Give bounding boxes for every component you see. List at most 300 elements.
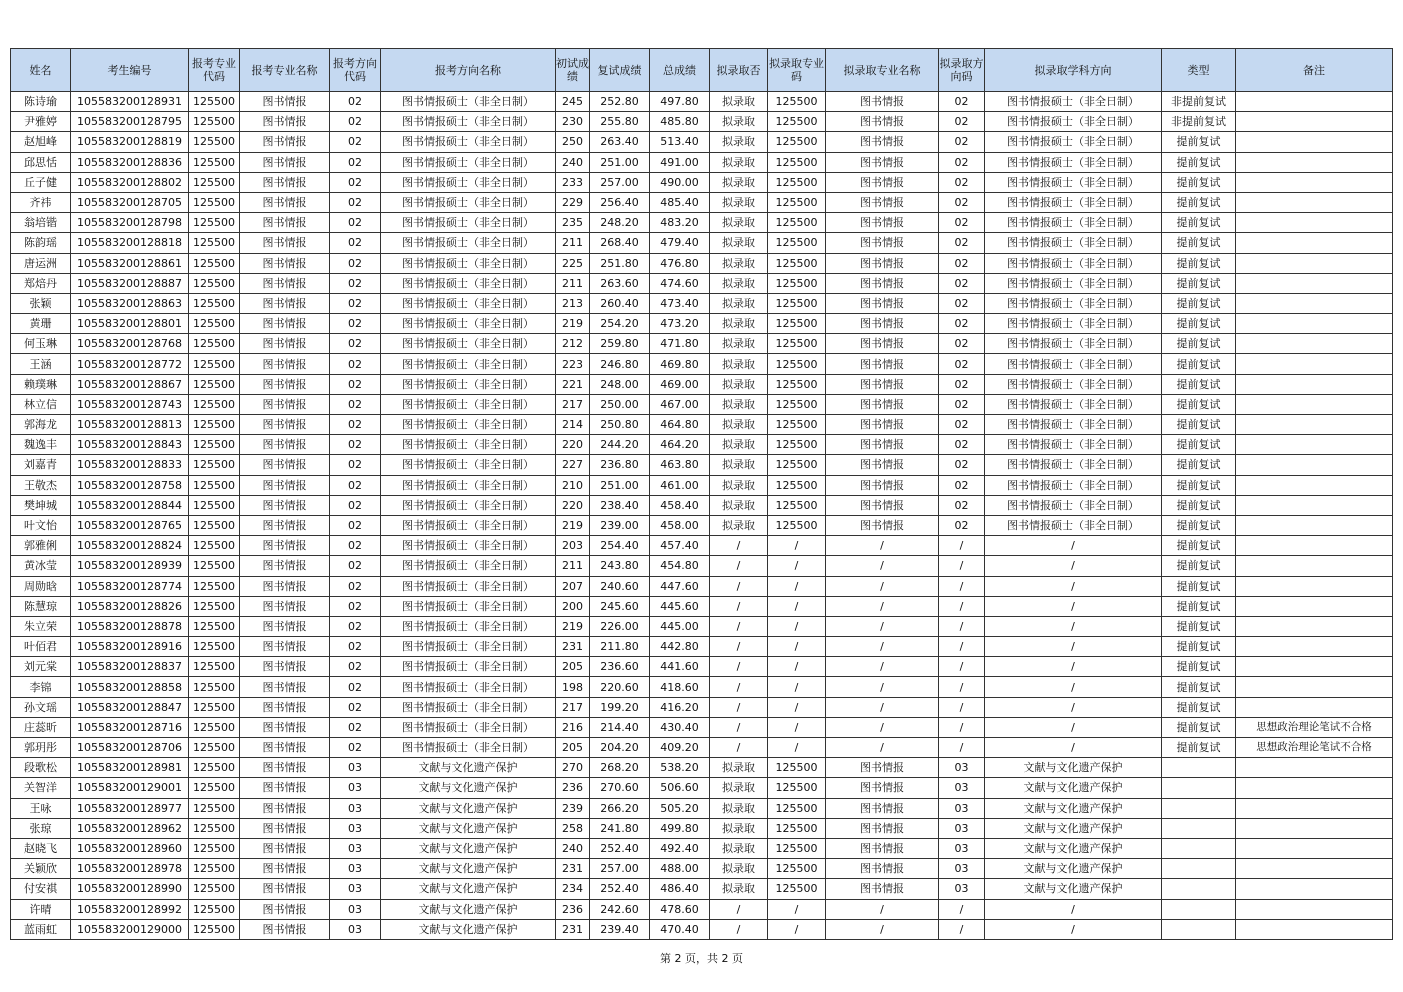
table-cell: 105583200128861 [71, 253, 189, 273]
table-cell: 250.00 [590, 394, 650, 414]
table-cell: 图书情报 [826, 92, 939, 112]
table-cell: 469.80 [650, 354, 710, 374]
table-cell: 233 [556, 172, 590, 192]
table-cell: 125500 [189, 92, 240, 112]
table-cell: / [768, 899, 826, 919]
table-cell: 图书情报 [826, 233, 939, 253]
table-cell: 02 [330, 495, 381, 515]
table-row [11, 637, 1393, 657]
table-cell: 02 [330, 192, 381, 212]
table-cell: 02 [330, 415, 381, 435]
table-cell: 125500 [189, 314, 240, 334]
table-cell: 125500 [768, 778, 826, 798]
table-cell: 03 [330, 758, 381, 778]
table-cell: 105583200128824 [71, 536, 189, 556]
table-cell: 02 [330, 253, 381, 273]
table-cell: 241.80 [590, 818, 650, 838]
table-cell: 125500 [768, 273, 826, 293]
table-cell: 246.80 [590, 354, 650, 374]
table-cell: 图书情报 [240, 273, 330, 293]
table-cell: 图书情报 [240, 213, 330, 233]
table-cell: 200 [556, 596, 590, 616]
table-cell: 125500 [189, 475, 240, 495]
table-cell: 提前复试 [1162, 273, 1236, 293]
table-cell: 图书情报 [240, 859, 330, 879]
table-cell: / [768, 677, 826, 697]
table-cell [1236, 374, 1393, 394]
table-cell: 235 [556, 213, 590, 233]
table-cell: / [939, 556, 985, 576]
table-cell: 230 [556, 112, 590, 132]
table-cell: 图书情报 [826, 778, 939, 798]
table-cell: 图书情报 [826, 273, 939, 293]
table-cell: 125500 [768, 455, 826, 475]
table-cell [1236, 334, 1393, 354]
table-cell: 244.20 [590, 435, 650, 455]
table-cell: 图书情报 [240, 374, 330, 394]
table-cell: 提前复试 [1162, 637, 1236, 657]
table-row [11, 879, 1393, 899]
table-cell: 图书情报 [240, 394, 330, 414]
table-cell: / [939, 919, 985, 939]
table-cell: 125500 [768, 495, 826, 515]
table-cell: 拟录取 [710, 415, 768, 435]
table-cell: 图书情报 [826, 172, 939, 192]
table-cell: 263.40 [590, 132, 650, 152]
table-cell: / [768, 596, 826, 616]
table-cell: / [768, 576, 826, 596]
table-cell: 拟录取 [710, 92, 768, 112]
table-cell: 203 [556, 536, 590, 556]
table-cell: 图书情报硕士（非全日制） [381, 515, 556, 535]
table-cell: 03 [939, 758, 985, 778]
table-cell: 236.80 [590, 455, 650, 475]
table-cell: 02 [939, 495, 985, 515]
table-cell: 125500 [768, 253, 826, 273]
table-cell: 林立信 [11, 394, 71, 414]
table-cell: 提前复试 [1162, 334, 1236, 354]
table-cell: 图书情报硕士（非全日制） [985, 334, 1162, 354]
table-row [11, 758, 1393, 778]
table-cell: 图书情报 [826, 192, 939, 212]
table-cell: 郭雅俐 [11, 536, 71, 556]
table-cell: 文献与文化遗产保护 [985, 838, 1162, 858]
table-cell: / [939, 536, 985, 556]
table-cell: 图书情报 [240, 677, 330, 697]
table-cell [1236, 778, 1393, 798]
table-cell: 图书情报硕士（非全日制） [985, 253, 1162, 273]
table-cell: 02 [330, 314, 381, 334]
table-cell: 105583200128960 [71, 838, 189, 858]
table-cell [1236, 394, 1393, 414]
table-cell: 251.00 [590, 475, 650, 495]
table-cell: 105583200128981 [71, 758, 189, 778]
table-cell: 256.40 [590, 192, 650, 212]
table-cell: 02 [330, 596, 381, 616]
table-cell [1236, 798, 1393, 818]
table-cell: 125500 [189, 354, 240, 374]
table-cell: 105583200128716 [71, 717, 189, 737]
table-cell: 251.80 [590, 253, 650, 273]
table-cell: 陈韵瑶 [11, 233, 71, 253]
table-cell: 图书情报硕士（非全日制） [381, 576, 556, 596]
table-cell: 210 [556, 475, 590, 495]
table-cell: 243.80 [590, 556, 650, 576]
table-cell: 125500 [189, 596, 240, 616]
table-cell: 03 [939, 879, 985, 899]
table-cell: / [826, 637, 939, 657]
table-cell: 图书情报 [240, 738, 330, 758]
table-row [11, 899, 1393, 919]
table-cell: / [768, 697, 826, 717]
table-cell: 图书情报 [240, 717, 330, 737]
table-row [11, 314, 1393, 334]
table-cell: 尹雅婷 [11, 112, 71, 132]
table-cell: 231 [556, 637, 590, 657]
table-cell: 文献与文化遗产保护 [381, 758, 556, 778]
table-cell: 125500 [189, 879, 240, 899]
table-cell: 211 [556, 556, 590, 576]
table-cell: 105583200128772 [71, 354, 189, 374]
table-cell: 图书情报 [826, 132, 939, 152]
table-cell: 125500 [189, 192, 240, 212]
table-cell: 105583200128705 [71, 192, 189, 212]
table-cell: 105583200128837 [71, 657, 189, 677]
column-header: 总成绩 [650, 49, 710, 92]
table-cell: / [768, 536, 826, 556]
table-cell: 219 [556, 616, 590, 636]
table-cell: 254.40 [590, 536, 650, 556]
table-cell: 拟录取 [710, 859, 768, 879]
table-row [11, 455, 1393, 475]
table-cell: 125500 [189, 374, 240, 394]
table-cell: 文献与文化遗产保护 [985, 798, 1162, 818]
table-cell: 240.60 [590, 576, 650, 596]
table-cell: 105583200128844 [71, 495, 189, 515]
column-header: 初试成绩 [556, 49, 590, 92]
table-cell: 文献与文化遗产保护 [381, 798, 556, 818]
table-cell: 文献与文化遗产保护 [985, 758, 1162, 778]
table-cell: 430.40 [650, 717, 710, 737]
table-cell: 125500 [768, 213, 826, 233]
table-row [11, 738, 1393, 758]
table-cell: 125500 [768, 415, 826, 435]
table-cell: 248.00 [590, 374, 650, 394]
table-cell: 248.20 [590, 213, 650, 233]
table-cell [1162, 899, 1236, 919]
table-cell: 125500 [768, 293, 826, 313]
table-cell: 拟录取 [710, 374, 768, 394]
table-cell: 458.40 [650, 495, 710, 515]
table-cell: 02 [330, 374, 381, 394]
table-cell: 图书情报硕士（非全日制） [985, 314, 1162, 334]
table-cell: 图书情报硕士（非全日制） [381, 495, 556, 515]
table-cell: 王涵 [11, 354, 71, 374]
table-cell: 02 [939, 314, 985, 334]
table-cell: 125500 [768, 435, 826, 455]
table-cell: 02 [939, 273, 985, 293]
table-cell: 图书情报 [826, 475, 939, 495]
table-cell: 02 [939, 233, 985, 253]
table-cell: 03 [939, 818, 985, 838]
table-cell: 图书情报 [240, 616, 330, 636]
table-cell: 提前复试 [1162, 354, 1236, 374]
table-cell: 王敬杰 [11, 475, 71, 495]
table-cell: 02 [939, 475, 985, 495]
table-cell: 125500 [189, 677, 240, 697]
column-header: 拟录取否 [710, 49, 768, 92]
table-cell: 提前复试 [1162, 717, 1236, 737]
table-cell: 樊坤城 [11, 495, 71, 515]
table-cell: 461.00 [650, 475, 710, 495]
table-cell: 郭海龙 [11, 415, 71, 435]
table-cell: 105583200128818 [71, 233, 189, 253]
table-cell [1162, 859, 1236, 879]
table-cell: 242.60 [590, 899, 650, 919]
table-cell: 提前复试 [1162, 677, 1236, 697]
table-cell: 拟录取 [710, 495, 768, 515]
table-cell: 文献与文化遗产保护 [381, 859, 556, 879]
table-cell: / [939, 637, 985, 657]
table-cell: 219 [556, 515, 590, 535]
table-cell: 图书情报 [240, 233, 330, 253]
table-cell [1236, 838, 1393, 858]
table-cell: 图书情报硕士（非全日制） [381, 132, 556, 152]
table-cell: 221 [556, 374, 590, 394]
table-cell: / [710, 596, 768, 616]
table-cell [1236, 637, 1393, 657]
table-cell [1162, 758, 1236, 778]
table-cell: 图书情报硕士（非全日制） [381, 334, 556, 354]
table-row [11, 495, 1393, 515]
table-cell: / [826, 536, 939, 556]
table-cell: 郑焙丹 [11, 273, 71, 293]
table-cell: 02 [330, 92, 381, 112]
table-cell: 125500 [189, 334, 240, 354]
table-cell: / [768, 919, 826, 939]
table-cell: / [710, 536, 768, 556]
table-cell: 125500 [189, 637, 240, 657]
table-cell: 图书情报硕士（非全日制） [381, 657, 556, 677]
table-cell: 图书情报硕士（非全日制） [985, 172, 1162, 192]
table-cell: 125500 [189, 778, 240, 798]
table-cell: / [826, 556, 939, 576]
table-cell: 464.80 [650, 415, 710, 435]
table-cell: 图书情报硕士（非全日制） [381, 314, 556, 334]
page-footer: 第 2 页，共 2 页 [660, 952, 743, 965]
table-cell: / [768, 738, 826, 758]
header-row [11, 49, 1393, 92]
table-cell: 125500 [189, 657, 240, 677]
table-cell: 文献与文化遗产保护 [985, 859, 1162, 879]
table-cell: 拟录取 [710, 172, 768, 192]
table-cell: 图书情报 [240, 435, 330, 455]
table-cell: 03 [330, 859, 381, 879]
table-cell: / [939, 576, 985, 596]
table-cell: 周勋晗 [11, 576, 71, 596]
table-cell: 105583200128768 [71, 334, 189, 354]
table-row [11, 192, 1393, 212]
table-cell: 图书情报 [826, 879, 939, 899]
table-cell [1236, 475, 1393, 495]
table-cell [1236, 576, 1393, 596]
table-cell: 02 [939, 192, 985, 212]
table-cell: 02 [939, 354, 985, 374]
table-cell: 257.00 [590, 859, 650, 879]
table-cell: 提前复试 [1162, 192, 1236, 212]
table-cell: 图书情报 [240, 778, 330, 798]
table-cell: / [710, 556, 768, 576]
table-cell: / [826, 919, 939, 939]
table-cell: 474.60 [650, 273, 710, 293]
table-cell: 图书情报硕士（非全日制） [985, 455, 1162, 475]
table-cell: 538.20 [650, 758, 710, 778]
table-cell: 252.40 [590, 838, 650, 858]
table-cell: 240 [556, 838, 590, 858]
table-cell: 02 [939, 213, 985, 233]
table-cell: 拟录取 [710, 152, 768, 172]
table-cell: 211 [556, 233, 590, 253]
table-cell: 125500 [189, 293, 240, 313]
table-cell: 图书情报 [240, 314, 330, 334]
table-cell: 105583200129000 [71, 919, 189, 939]
column-header: 类型 [1162, 49, 1236, 92]
table-cell: 图书情报 [826, 818, 939, 838]
table-cell [1236, 596, 1393, 616]
column-header: 备注 [1236, 49, 1393, 92]
table-cell: 229 [556, 192, 590, 212]
table-cell: 125500 [189, 213, 240, 233]
table-row [11, 293, 1393, 313]
table-cell: / [939, 717, 985, 737]
table-cell: 125500 [768, 475, 826, 495]
table-cell: 03 [330, 778, 381, 798]
table-cell: 朱立荣 [11, 616, 71, 636]
table-cell: 245.60 [590, 596, 650, 616]
table-cell: / [985, 637, 1162, 657]
table-cell: 217 [556, 394, 590, 414]
table-cell: 段歌松 [11, 758, 71, 778]
table-cell: 文献与文化遗产保护 [381, 818, 556, 838]
table-cell: 125500 [189, 919, 240, 939]
table-cell: 488.00 [650, 859, 710, 879]
table-cell: 105583200129001 [71, 778, 189, 798]
table-cell: 250.80 [590, 415, 650, 435]
table-row [11, 838, 1393, 858]
table-cell: 提前复试 [1162, 394, 1236, 414]
table-cell: 图书情报硕士（非全日制） [381, 455, 556, 475]
table-cell: 125500 [189, 838, 240, 858]
table-cell: 图书情报 [240, 576, 330, 596]
table-cell: 125500 [768, 152, 826, 172]
table-cell: 250 [556, 132, 590, 152]
table-cell: 图书情报 [826, 314, 939, 334]
table-cell: / [826, 596, 939, 616]
table-cell: 125500 [189, 152, 240, 172]
table-row [11, 92, 1393, 112]
table-cell: 258 [556, 818, 590, 838]
table-cell: 105583200128847 [71, 697, 189, 717]
table-cell: 图书情报 [240, 899, 330, 919]
table-cell: 213 [556, 293, 590, 313]
table-cell: 239.40 [590, 919, 650, 939]
table-cell: 125500 [189, 899, 240, 919]
table-cell: 02 [330, 657, 381, 677]
table-cell: 211 [556, 273, 590, 293]
table-cell: 476.80 [650, 253, 710, 273]
column-header: 拟录取专业码 [768, 49, 826, 92]
table-cell: 105583200128992 [71, 899, 189, 919]
table-cell: 张琼 [11, 818, 71, 838]
table-cell: 图书情报 [240, 879, 330, 899]
table-cell: 陈诗瑜 [11, 92, 71, 112]
table-cell: 245 [556, 92, 590, 112]
table-cell: 拟录取 [710, 132, 768, 152]
table-row [11, 657, 1393, 677]
table-cell: 拟录取 [710, 253, 768, 273]
table-cell: 图书情报硕士（非全日制） [381, 596, 556, 616]
table-body [11, 92, 1393, 940]
table-row [11, 798, 1393, 818]
table-row [11, 576, 1393, 596]
table-cell: 02 [939, 455, 985, 475]
table-cell: 02 [330, 112, 381, 132]
table-cell: 图书情报 [826, 334, 939, 354]
table-cell: 125500 [768, 132, 826, 152]
table-cell: 02 [330, 556, 381, 576]
table-cell: 259.80 [590, 334, 650, 354]
table-cell: 125500 [189, 738, 240, 758]
table-cell: 105583200128916 [71, 637, 189, 657]
table-cell: 图书情报 [240, 657, 330, 677]
table-cell [1236, 92, 1393, 112]
table-cell: 263.60 [590, 273, 650, 293]
table-cell: 图书情报硕士（非全日制） [381, 172, 556, 192]
table-cell: 图书情报硕士（非全日制） [381, 435, 556, 455]
table-row [11, 415, 1393, 435]
table-cell: 220 [556, 495, 590, 515]
table-cell: 图书情报硕士（非全日制） [381, 253, 556, 273]
table-cell: 473.20 [650, 314, 710, 334]
table-cell: 图书情报 [240, 758, 330, 778]
table-cell [1236, 495, 1393, 515]
table-cell: 220.60 [590, 677, 650, 697]
table-cell: 非提前复试 [1162, 112, 1236, 132]
table-cell: 125500 [768, 192, 826, 212]
table-cell: 125500 [189, 112, 240, 132]
table-cell: 125500 [189, 253, 240, 273]
table-cell: 图书情报 [240, 798, 330, 818]
table-cell: 105583200128765 [71, 515, 189, 535]
table-cell: 提前复试 [1162, 213, 1236, 233]
table-cell: 拟录取 [710, 455, 768, 475]
table-cell: / [985, 919, 1162, 939]
table-cell: 491.00 [650, 152, 710, 172]
table-cell: / [939, 677, 985, 697]
table-cell: 02 [939, 172, 985, 192]
table-cell: 图书情报 [826, 293, 939, 313]
table-cell: / [985, 616, 1162, 636]
table-row [11, 919, 1393, 939]
table-cell: 105583200128878 [71, 616, 189, 636]
table-cell: 黄冰莹 [11, 556, 71, 576]
table-cell: 266.20 [590, 798, 650, 818]
table-cell: 图书情报 [240, 152, 330, 172]
table-cell: 105583200128858 [71, 677, 189, 697]
table-cell [1236, 616, 1393, 636]
table-cell: 齐祎 [11, 192, 71, 212]
table-cell: 105583200128863 [71, 293, 189, 313]
